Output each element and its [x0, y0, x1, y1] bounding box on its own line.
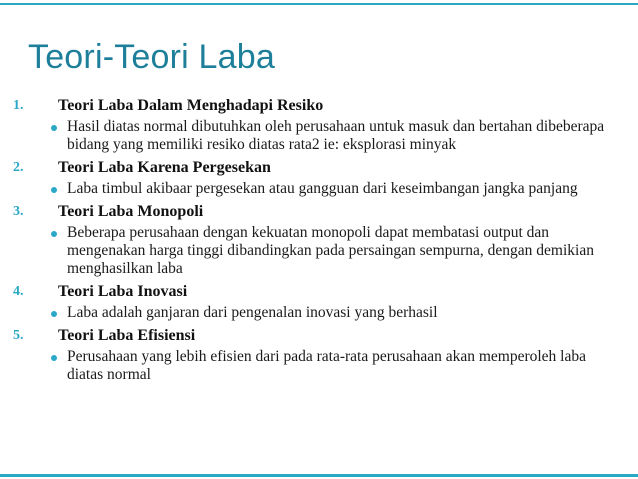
bullet-icon: [51, 125, 57, 131]
bullet-text: Hasil diatas normal dibutuhkan oleh perusahaan untuk masuk dan bertahan dibeberapa bidang yang memiliki resiko diatas rata2 ie: eksplorasi minyak: [67, 118, 605, 153]
item-heading: Teori Laba Inovasi: [58, 283, 188, 300]
item-heading: Teori Laba Dalam Menghadapi Resiko: [58, 97, 324, 114]
bullet-point: [0, 224, 638, 278]
list-item: [0, 94, 638, 154]
bullet-icon: [51, 187, 57, 193]
item-number: 3.: [13, 204, 24, 219]
item-number: 5.: [13, 328, 24, 343]
top-accent-line: [0, 3, 638, 5]
item-number: 4.: [13, 284, 24, 299]
bullet-text: Laba timbul akibaar pergesekan atau gangguan dari keseimbangan jangka panjang: [67, 180, 578, 197]
bullet-text: Perusahaan yang lebih efisien dari pada rata-rata perusahaan akan memperoleh laba diatas normal: [67, 348, 587, 383]
list-item: [0, 324, 638, 384]
list-item: [0, 280, 638, 322]
item-heading: Teori Laba Karena Pergesekan: [58, 159, 271, 176]
bullet-point: [0, 304, 638, 322]
item-heading: Teori Laba Efisiensi: [58, 327, 196, 344]
item-number: 1.: [13, 98, 24, 113]
bullet-text: Beberapa perusahaan dengan kekuatan monopoli dapat membatasi output dan mengenakan harga tinggi dibandingkan pada persaingan sempurna, dengan demikian menghasilkan laba: [67, 224, 594, 277]
bullet-icon: [51, 311, 57, 317]
bullet-point: [0, 348, 638, 384]
bullet-icon: [51, 231, 57, 237]
slide-title: Teori-Teori Laba: [28, 38, 275, 76]
item-number: 2.: [13, 160, 24, 175]
bullet-icon: [51, 355, 57, 361]
slide-content: [0, 94, 638, 384]
bottom-accent-line: [0, 474, 638, 477]
bullet-point: [0, 118, 638, 154]
list-item: [0, 156, 638, 198]
item-heading: Teori Laba Monopoli: [58, 203, 204, 220]
list-item: [0, 200, 638, 278]
bullet-point: [0, 180, 638, 198]
bullet-text: Laba adalah ganjaran dari pengenalan inovasi yang berhasil: [67, 304, 438, 321]
